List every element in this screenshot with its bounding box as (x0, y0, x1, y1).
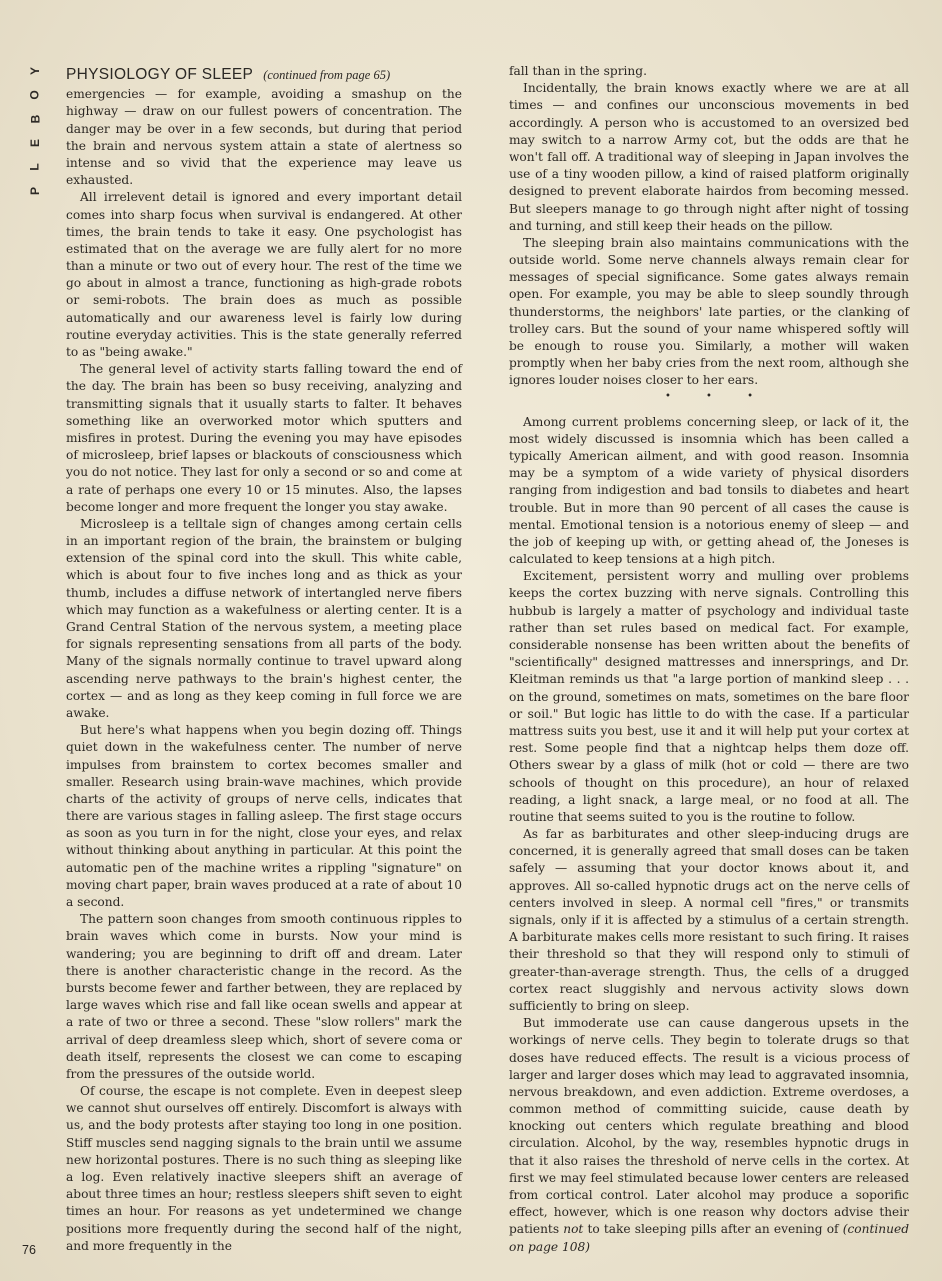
side-tab-letter: P (27, 186, 42, 196)
paragraph: Among current problems concerning sleep, or lack of it, the most widely discussed is insomnia which has been called a typically American ailment, and with good reason. Insomnia may be a symptom of a wide variety of physical disorders ranging from indigestion and bad tonsils to diabetes and heart trouble. But in more than 90 percent of all cases the cause is mental. Emotional tension is a notorious enemy of sleep — and the job of keeping up with, or getting ahead of, the Joneses is calculated to keep tensions at a high pitch. (509, 414, 909, 567)
paragraph: Incidentally, the brain knows exactly where we are at all times — and confines our unconscious movements in bed accordingly. A person who is accustomed to an oversized bed may switch to a narrow Army cot, but the odds are that he won't fall off. A traditional way of sleeping in Japan involves the use of a tiny wooden pillow, a kind of raised platform originally designed to prevent elaborate hairdos from becoming messed. But sleepers manage to go through night after night of tossing and turning, and still keep their heads on the pillow. (509, 81, 909, 233)
paragraph-text: to take sleeping pills after an evening of (583, 1222, 843, 1237)
paragraph: The sleeping brain also maintains communications with the outside world. Some nerve channels always remain clear for messages of special significance. Some gates always remain open. For example, you may be able to sleep soundly through thunderstorms, the neighbors' late parties, or the clanking of trolley cars. But the sound of your name whispered softly will be enough to rouse you. Similarly, a mother will waken promptly when her baby cries from the next room, although she ignores louder noises closer to her ears. (509, 235, 909, 388)
side-tab-letter: E (27, 138, 42, 148)
left-column (66, 66, 462, 1255)
section-gap (509, 406, 909, 414)
side-tab-letter: Y (27, 66, 42, 76)
paragraph: As far as barbiturates and other sleep-inducing drugs are concerned, it is generally agreed that small doses can be taken safely — assuming that your doctor knows about it, and approves. All so-called hypnotic drugs act on the nerve cells of centers involved in sleep. A normal cell "fires," or transmits signals, only if it is affected by a stimulus of a certain strength. A barbiturate makes cells more resistant to such firing. It raises their threshold so that they will respond only to stimuli of greater-than-average strength. Thus, the cells of a drugged cortex react sluggishly and nervous activity slows down sufficiently to bring on sleep. (509, 827, 909, 1013)
page-number: 76 (22, 1243, 36, 1257)
emphasis-not: not (563, 1222, 584, 1237)
right-column (509, 63, 909, 1256)
paragraph: emergencies — for example, avoiding a smashup on the highway — draw on our fullest powers of concentration. The danger may be over in a few seconds, but during that period the brain and nervous system attain a state of alertness so intense and so vivid that the experience may leave us exhausted. (66, 87, 462, 188)
paragraph: The pattern soon changes from smooth continuous ripples to brain waves which come in bursts. Now your mind is wandering; you are beginning to drift off and dream. Later there is another characteristic change in the record. As the bursts become fewer and farther between, they are replaced by large waves which rise and fall like ocean swells and appear at a rate of two or three a second. These "slow rollers" mark the arrival of deep dreamless sleep which, short of severe coma or death itself, represents the closest we can come to escaping from the pressures of the outside world. (66, 912, 462, 1081)
paragraph: Excitement, persistent worry and mulling over problems keeps the cortex buzzing with nerve signals. Controlling this hubbub is largely a matter of psychology and individual taste rather than set rules based on medical fact. For example, considerable nonsense has been written about the benefits of "scientifically" designed mattresses and innersprings, and Dr. Kleitman reminds us that "a large portion of mankind sleep . . . on the ground, sometimes on mats, sometimes on the bare floor or soil." But logic has little to do with the case. If a particular mattress suits you best, use it and it will help put your cortex at rest. Some people find that a nightcap helps them doze off. Others swear by a glass of milk (hot or cold — there are two schools of thought on this procedure), an hour of relaxed reading, a light snack, a large meal, or no food at all. The routine that seems suited to you is the routine to follow. (509, 569, 909, 824)
side-tab-letter: B (27, 114, 42, 124)
paragraph: The general level of activity starts falling toward the end of the day. The brain has been so busy receiving, analyzing and transmitting signals that it usually starts to falter. It behaves something like an overworked motor which sputters and misfires in protest. During the evening you may have episodes of microsleep, brief lapses or blackouts of consciousness which you do not notice. They last for only a second or so and come at a rate of perhaps one every 10 or 15 minutes. Also, the lapses become longer and more frequent the longer you stay awake. (66, 362, 462, 514)
continued-on-note: (continued on page 108) (509, 1222, 909, 1254)
paragraph: But here's what happens when you begin dozing off. Things quiet down in the wakefulness center. The number of nerve impulses from brainstem to cortex becomes smaller and smaller. Research using brain-wave machines, which provide charts of the activity of groups of nerve cells, indicates that there are various stages in falling asleep. The first stage occurs as soon as you turn in for the night, close your eyes, and relax without thinking about anything in particular. At this point the automatic pen of the machine writes a rippling "signature" on moving chart paper, brain waves produced at a rate of about 10 a second. (66, 723, 462, 909)
paragraph: Of course, the escape is not complete. Even in deepest sleep we cannot shut ourselves off entirely. Discomfort is always with us, and the body protests after staying too long in one position. Stiff muscles send nagging signals to the brain until we assume new horizontal postures. There is no such thing as sleeping like a log. Even relatively inactive sleepers shift an average of about three times an hour; restless sleepers shift seven to eight times an hour. For reasons as yet undetermined we change positions more frequently during the second half of the night, and more frequently in the (66, 1084, 462, 1253)
side-tab-label (26, 62, 44, 200)
section-separator: • • • (664, 390, 770, 402)
paragraph-text: But immoderate use can cause dangerous upsets in the workings of nerve cells. They begin to tolerate drugs so that doses have reduced effects. The result is a vicious process of larger and larger doses which may lead to aggravated insomnia, nervous breakdown, and even addiction. Extreme overdoses, a common method of committing suicide, cause death by knocking out centers which regulate breathing and blood circulation. Alcohol, by the way, resembles hypnotic drugs in that it also raises the threshold of nerve cells in the cortex. At first we may feel stimulated because lower centers are released from cortical control. Later alcohol may produce a soporific effect, however, which is one reason why doctors advise their patients (509, 1016, 909, 1237)
paragraph: All irrelevent detail is ignored and every important detail comes into sharp focus when survival is endangered. At other times, the brain tends to take it easy. One psychologist has estimated that on the average we are fully alert for no more than a minute or two out of every hour. The rest of the time we go about in almost a trance, functioning as high-grade robots or semi-robots. The brain does as much as possible automatically and our awareness level is fairly low during routine everyday activities. This is the state generally referred to as "being awake." (66, 190, 462, 359)
side-tab-letter: O (28, 90, 42, 100)
article-header (66, 66, 462, 84)
paragraph: Microsleep is a telltale sign of changes among certain cells in an important region of the brain, the brainstem or bulging extension of the spinal cord into the skull. This white cable, which is about four to five inches long and as thick as your thumb, includes a diffuse network of intertangled nerve fibers which may function as a wakefulness or alerting center. It is a Grand Central Station of the nervous system, a meeting place for signals representing sensations from all parts of the body. Many of the signals normally continue to travel upward along ascending nerve pathways to the brain's highest center, the cortex — and as long as they keep coming in full force we are awake. (66, 516, 462, 720)
paragraph-last (509, 1015, 909, 1256)
side-tab-letter: L (28, 163, 42, 171)
paragraph: fall than in the spring. (509, 64, 647, 78)
continued-from-note: (continued from page 65) (263, 68, 391, 82)
article-title: PHYSIOLOGY OF SLEEP (66, 66, 254, 83)
